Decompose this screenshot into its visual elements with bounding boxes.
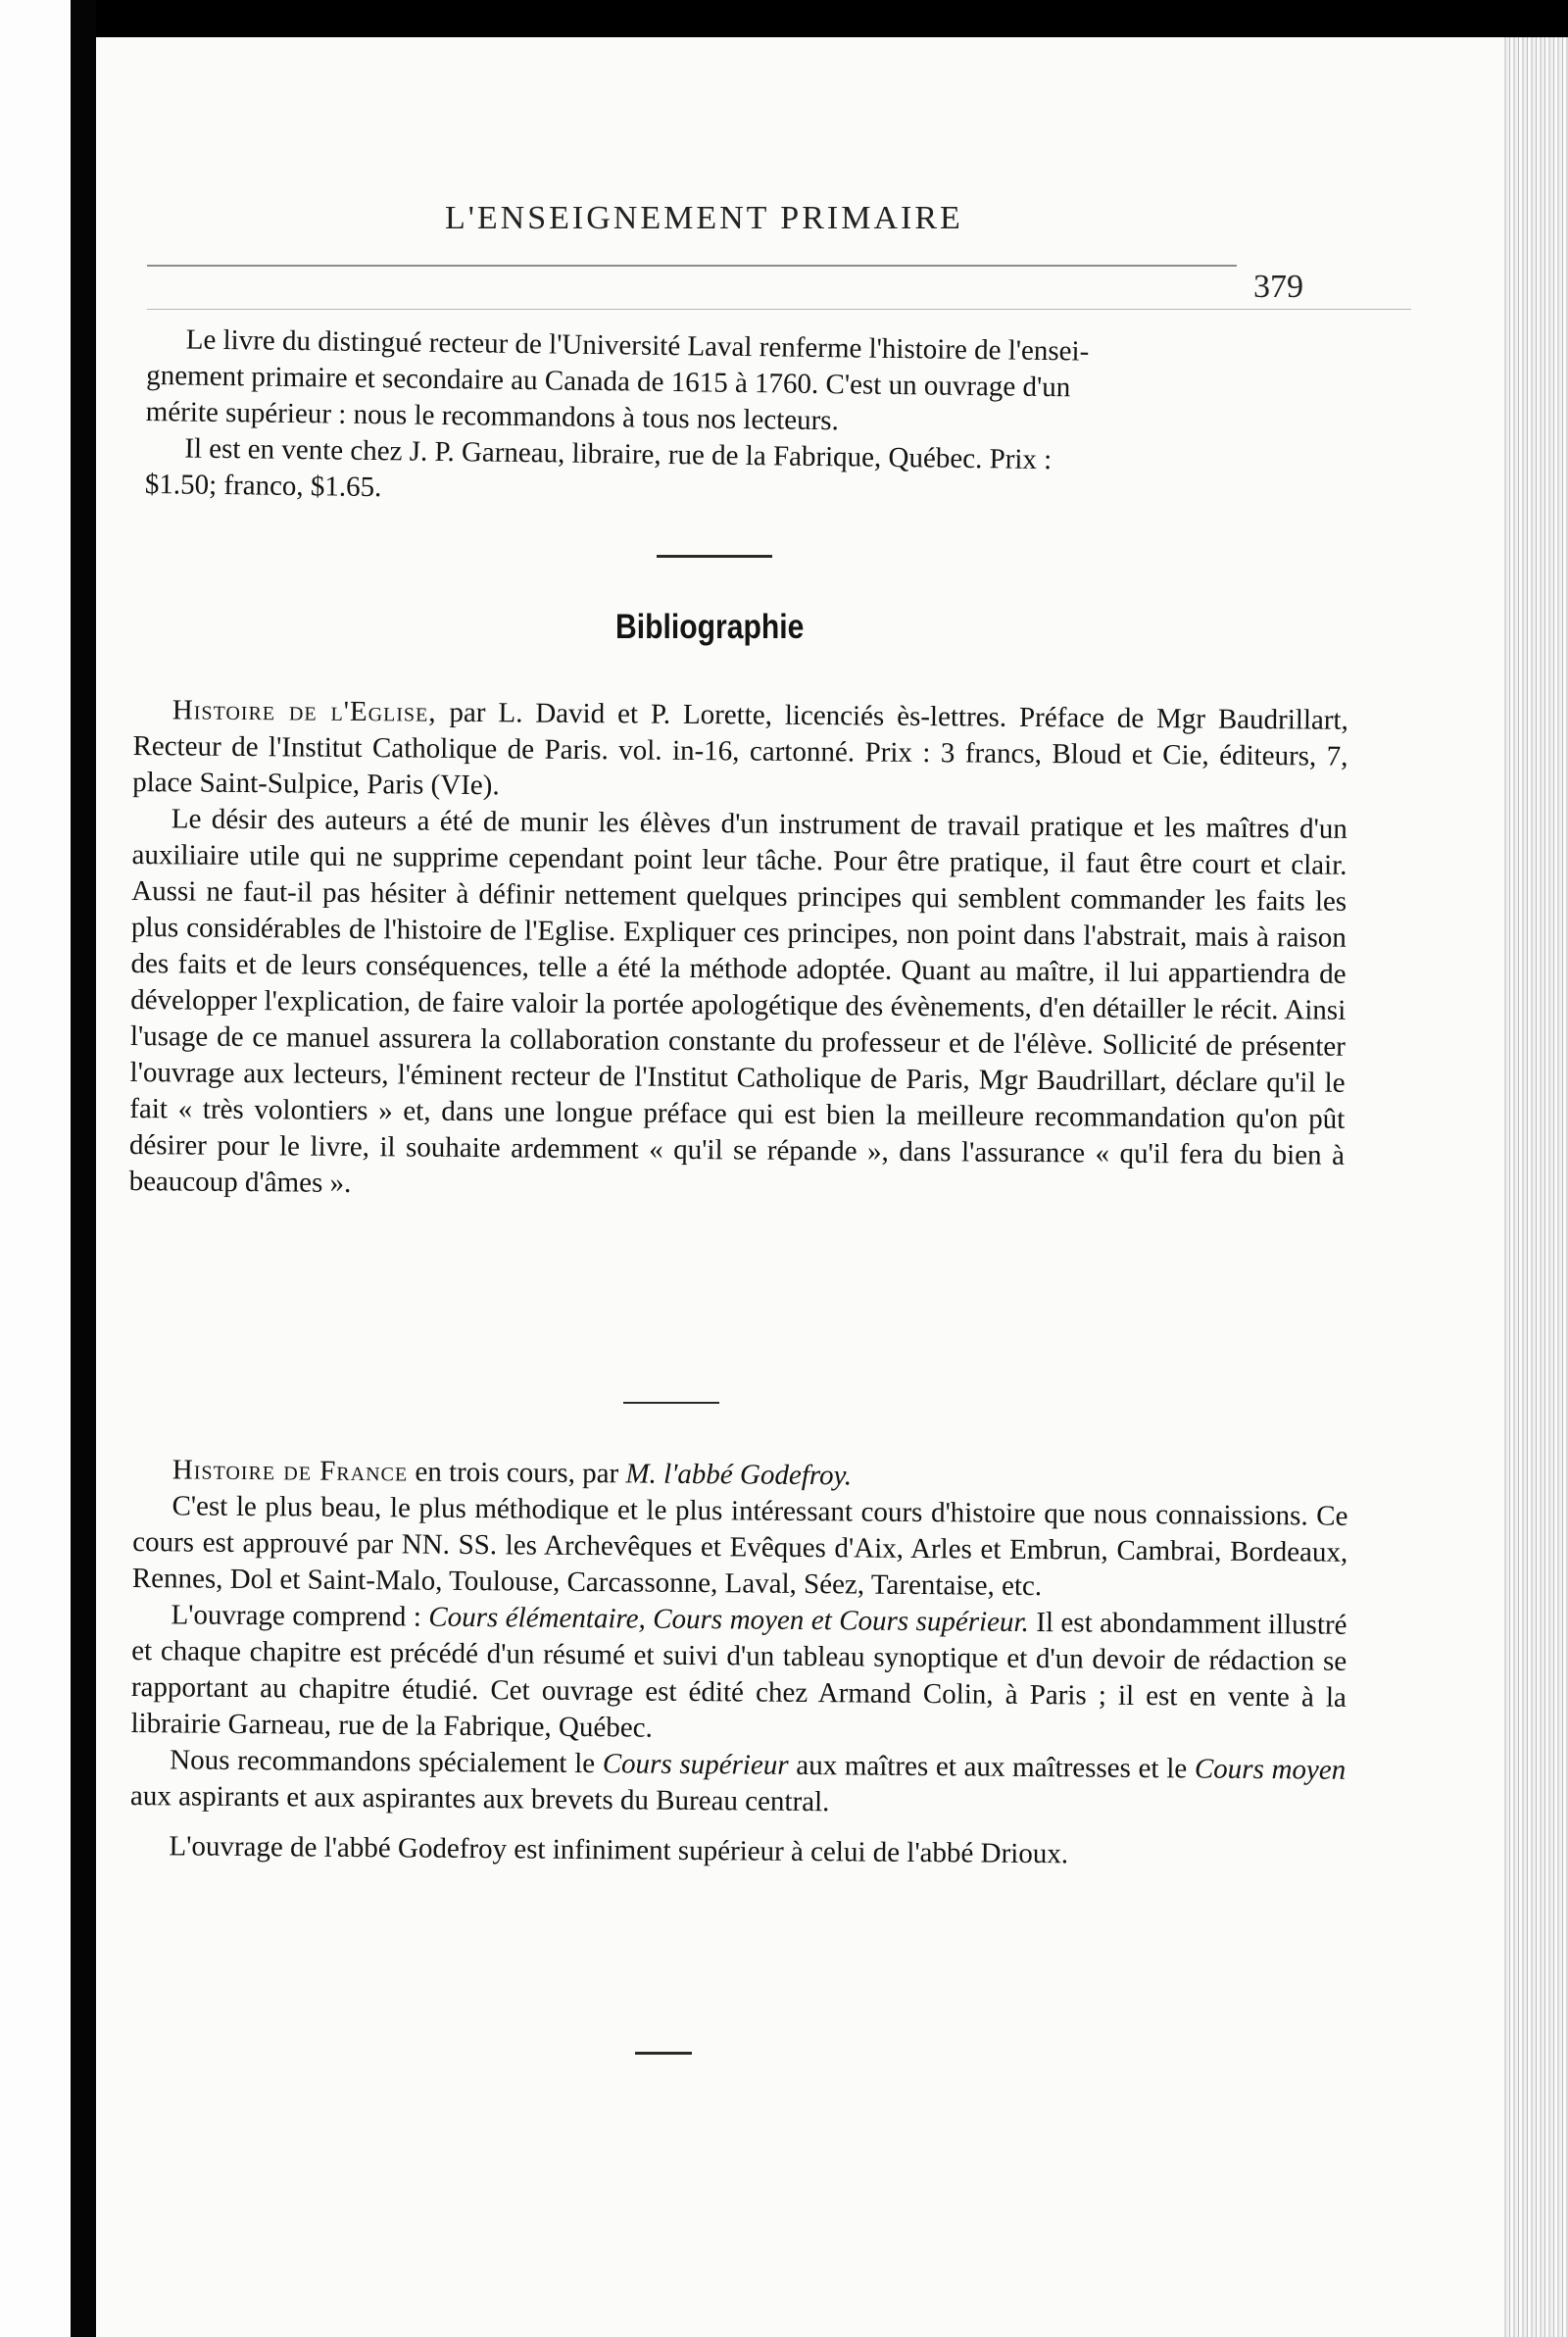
adjacent-page-strip	[0, 0, 71, 2337]
section-divider	[623, 1402, 719, 1404]
course-titles: Cours élémentaire, Cours moyen et Cours supérieur.	[428, 1601, 1029, 1638]
intro-notice	[145, 322, 1354, 519]
review-paragraph	[130, 1742, 1347, 1825]
intro-line: Le livre du distingué recteur de l'Université Laval renferme l'histoire de l'ensei-	[185, 323, 1090, 368]
intro-line: Il est en vente chez J. P. Garneau, libraire, rue de la Fabrique, Québec. Prix :	[184, 432, 1053, 476]
intro-line: $1.50; franco, $1.65.	[144, 468, 382, 504]
course-title: Cours moyen	[1194, 1753, 1347, 1786]
paragraph-text: Il est abondamment illustré et chaque chapitre est précédé d'un résumé et suivi d'un tableau synoptique et d'un devoir de rédaction se rapportant au chapitre étudié. Cet ouvrage est édité chez Armand Colin, à Paris ; il est en vente à la librairie Garneau, rue de la Fabrique, Québec.	[130, 1606, 1348, 1744]
page-gutter	[71, 0, 96, 2337]
review-paragraph	[130, 1597, 1347, 1753]
paragraph-text: aux maîtres et aux maîtresses et le	[788, 1749, 1196, 1785]
header-rule-secondary	[147, 309, 1411, 310]
end-ornament	[635, 2052, 692, 2055]
author-name: M. l'abbé Godefroy.	[625, 1458, 853, 1492]
citation-text: en trois cours, par	[408, 1456, 626, 1490]
paragraph-text: Nous recommandons spécialement le	[170, 1744, 603, 1780]
review-church-history	[128, 692, 1348, 1211]
paragraph-text: aux aspirants et aux aspirantes aux brevets du Bureau central.	[129, 1779, 830, 1818]
section-heading: Bibliographie	[615, 608, 805, 646]
course-title: Cours supérieur	[602, 1748, 789, 1781]
citation-text: par L. David et P. Lorette, licenciés ès-lettres. Préface de Mgr Baudrillart, Recteur de l'Institut Catholique de Paris. vol. in-16, cartonné. Prix : 3 francs, Bloud et Cie, éditeurs, 7, place Saint-Sulpice, Paris (VIe).	[132, 696, 1348, 802]
section-divider	[657, 555, 772, 558]
intro-line: gnement primaire et secondaire au Canada de 1615 à 1760. C'est un ouvrage d'un	[146, 359, 1071, 404]
review-conclusion: L'ouvrage de l'abbé Godefroy est infiniment supérieur à celui de l'abbé Drioux.	[169, 1830, 1069, 1870]
book-page	[96, 37, 1504, 2337]
paragraph-text: L'ouvrage comprend :	[171, 1599, 429, 1633]
running-title: L'ENSEIGNEMENT PRIMAIRE	[445, 200, 963, 236]
book-title: Histoire de l'Eglise,	[172, 694, 437, 728]
review-paragraph: C'est le plus beau, le plus méthodique et le plus intéressant cours d'histoire que nous connaissions. Ce cours est approuvé par NN. SS. les Archevêques et Evêques d'Aix, Arles et Embrun, Cambrai, Bordeaux, Rennes, Dol et Saint-Malo, Toulouse, Carcassonne, Laval, Séez, Tarentaise, etc.	[131, 1490, 1348, 1603]
review-citation	[132, 692, 1348, 812]
review-body: Le désir des auteurs a été de munir les élèves d'un instrument de travail pratique et les maîtres d'un auxiliaire utile qui ne supprime cependant point leur tâche. Pour être pratique, il faut être court et clair. Aussi ne faut-il pas hésiter à définir nettement quelques principes qui semblent commander les faits les plus considérables de l'histoire de l'Eglise. Expliquer ces principes, non point dans l'abstrait, mais à raison des faits et de leurs conséquences, telle a été la méthode adoptée. Quant au maître, il lui appartiendra de développer l'explication, de faire valoir la portée apologétique des évènements, d'en détailler le récit. Ainsi l'usage de ce manuel assurera la collaboration constante du professeur et de l'élève. Sollicité de présenter l'ouvrage aux lecteurs, l'éminent recteur de l'Institut Catholique de Paris, Mgr Baudrillart, déclare qu'il le fait « très volontiers » et, dans une longue préface qui est bien la meilleure recommandation qu'on pût désirer pour le livre, il souhaite ardemment « qu'il se répande », dans l'assurance « qu'il fera du bien à beaucoup d'âmes ».	[128, 803, 1348, 1199]
intro-line: mérite supérieur : nous le recommandons à tous nos lecteurs.	[145, 395, 840, 437]
review-france-history	[129, 1452, 1348, 1875]
page-number: 379	[1253, 269, 1303, 305]
book-page-edges	[1504, 37, 1568, 2337]
header-rule	[147, 265, 1237, 267]
book-title: Histoire de France	[172, 1454, 409, 1488]
